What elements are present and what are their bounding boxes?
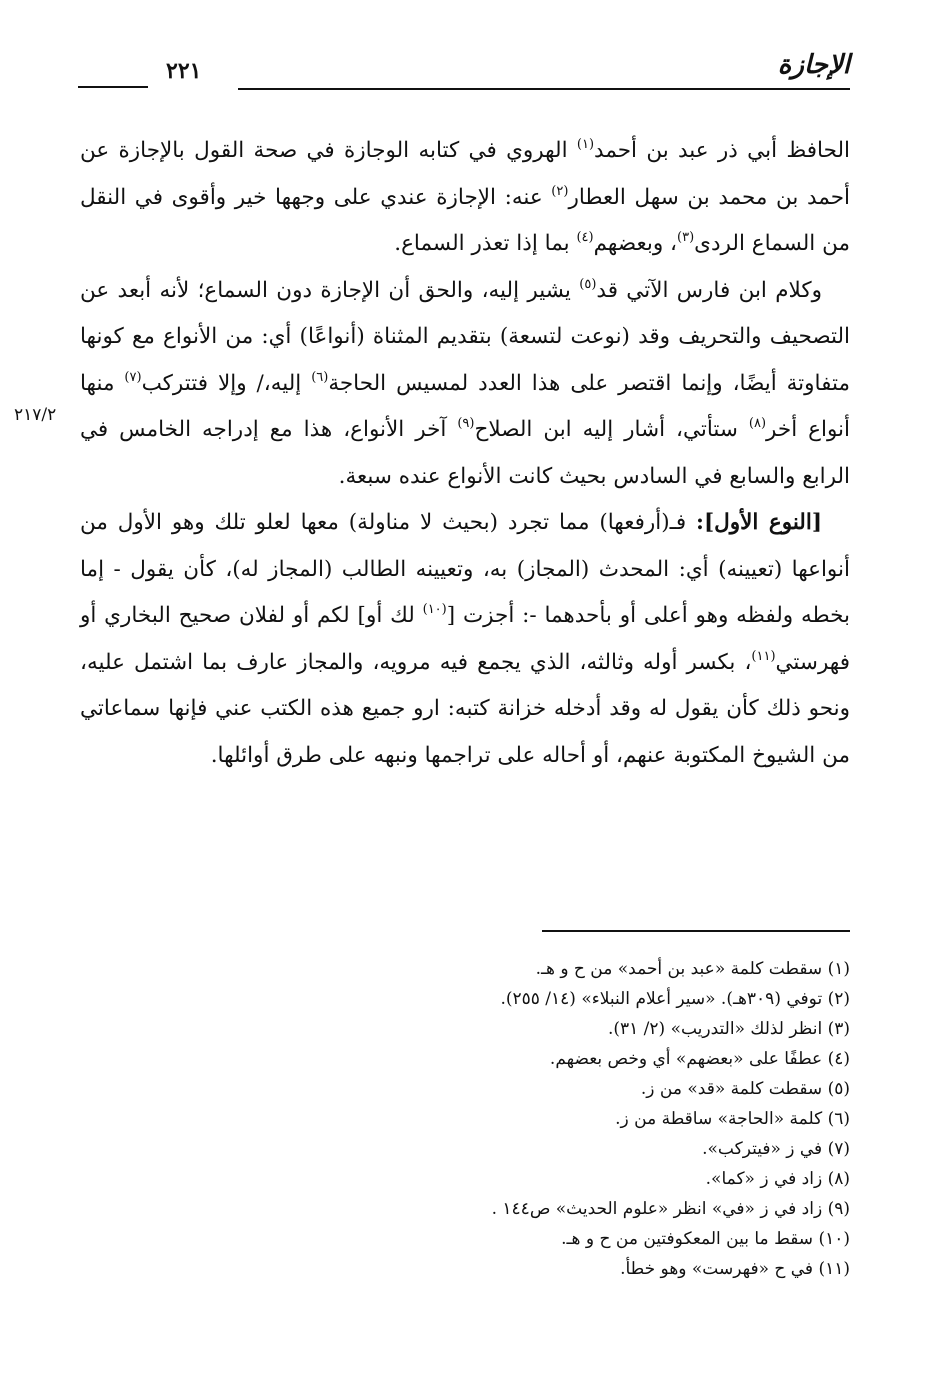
footnotes [260, 954, 850, 1284]
footnote-ref-3[interactable]: (٣) [677, 230, 695, 245]
footnote-ref-10[interactable]: (١٠) [422, 602, 447, 617]
footnote-ref-2[interactable]: (٢) [551, 183, 569, 199]
text-run: بما إذا تعذر السماع. [394, 231, 577, 256]
text-run: وكلام ابن فارس الآتي قد [596, 277, 823, 303]
footnote-ref-4[interactable]: (٤) [576, 230, 594, 245]
text-run: يشير إليه، والحق أن الإجازة دون السماع؛ لأنه أبعد عن التصحيف والتحريف وقد (نوعت لتسعة) بتقديم المثناة (أنواعًا) أي: من الأنواع مع كونها متفاوتة أيضًا، وإنما اقتصر على هذا العدد لمسيس الحاجة [80, 277, 850, 396]
footnote-9: (٩) زاد في ز «في» انظر «علوم الحديث» ص١٤٤ . [491, 1199, 850, 1219]
footnote-1: (١) سقطت كلمة «عبد بن أحمد» من ح و هـ. [535, 959, 850, 979]
footnote-4: (٤) عطفًا على «بعضهم» أي وخص بعضهم. [549, 1049, 850, 1069]
text-run: لك أو] لكم أو لفلان صحيح البخاري أو فهرستي [80, 603, 850, 675]
text-run: ، وبعضهم [593, 231, 677, 256]
section-heading: [النوع الأول]: [696, 510, 823, 535]
header-rule-short [78, 86, 148, 88]
footnote-separator [542, 930, 850, 932]
page-number: ٢٢١ [166, 58, 202, 84]
footnote-8: (٨) زاد في ز «كما». [705, 1169, 850, 1189]
footnote-7: (٧) في ز «فيتركب». [702, 1139, 850, 1159]
footnote-6: (٦) كلمة «الحاجة» ساقطة من ز. [615, 1109, 850, 1129]
footnote-11: (١١) في ح «فهرست» وهو خطأ. [620, 1259, 850, 1279]
footnote-ref-11[interactable]: (١١) [751, 648, 776, 664]
text-run: إليه،/ وإلا فتتركب [141, 370, 312, 396]
paragraph-1 [80, 128, 850, 268]
footnote-ref-7[interactable]: (٧) [124, 369, 142, 385]
header-rule [238, 88, 850, 90]
page-header [78, 38, 850, 98]
paragraph-2 [80, 268, 850, 501]
footnote-ref-9[interactable]: (٩) [457, 416, 475, 431]
footnote-ref-5[interactable]: (٥) [579, 276, 597, 292]
text-run: فـ(أرفعها) مما تجرد (بحيث لا مناولة) معها لعلو تلك وهو الأول من أنواعها (تعيينه) أي: المحدث (المجاز) به، وتعيينه الطالب (المجاز له)، كأن يقول - إما بخطه ولفظه وهو أعلى أو بأحدهما -: أجزت [ [80, 510, 850, 628]
footnote-ref-8[interactable]: (٨) [748, 416, 767, 431]
text-run: عنه: الإجازة عندي على وجهها خير وأقوى في النقل من السماع الردى [80, 184, 850, 256]
running-title: الإجازة [777, 50, 850, 80]
text-run: آخر الأنواع، هذا مع إدراجه الخامس في الرابع والسابع في السادس بحيث كانت الأنواع عنده سبعة. [80, 417, 850, 489]
text-run: ، بكسر أوله وثالثه، الذي يجمع فيه مرويه، والمجاز عارف بما اشتمل عليه، ونحو ذلك كأن يقول له وقد أدخله خزانة كتبه: ارو جميع هذه الكتب عني فإنها سماعاتي من الشيوخ المكتوبة عنهم، أو أحاله على تراجمها ونبهه على طرق أوائلها. [80, 649, 850, 768]
text-run: الهروي في كتابه الوجازة في صحة القول بالإجازة عن أحمد بن محمد بن سهل العطار [80, 138, 850, 210]
text-run: الحافظ أبي ذر عبد بن أحمد [594, 138, 850, 163]
text-run: ستأتي، أشار إليه ابن الصلاح [474, 417, 749, 442]
footnote-5: (٥) سقطت كلمة «قد» من ز. [640, 1079, 850, 1099]
text-run: منها أنواع أخر [80, 370, 851, 442]
footnote-10: (١٠) سقط ما بين المعكوفتين من ح و هـ. [561, 1229, 850, 1249]
main-text [80, 128, 850, 779]
margin-reference: ٢١٧/٢ [14, 405, 57, 425]
paragraph-3 [80, 500, 850, 779]
footnote-ref-1[interactable]: (١) [576, 137, 595, 152]
footnote-2: (٢) توفي (٣٠٩هـ). «سير أعلام النبلاء» (١٤/ ٢٥٥). [500, 989, 850, 1009]
footnote-ref-6[interactable]: (٦) [311, 369, 329, 385]
footnote-3: (٣) انظر لذلك «التدريب» (٢/ ٣١). [607, 1019, 850, 1039]
